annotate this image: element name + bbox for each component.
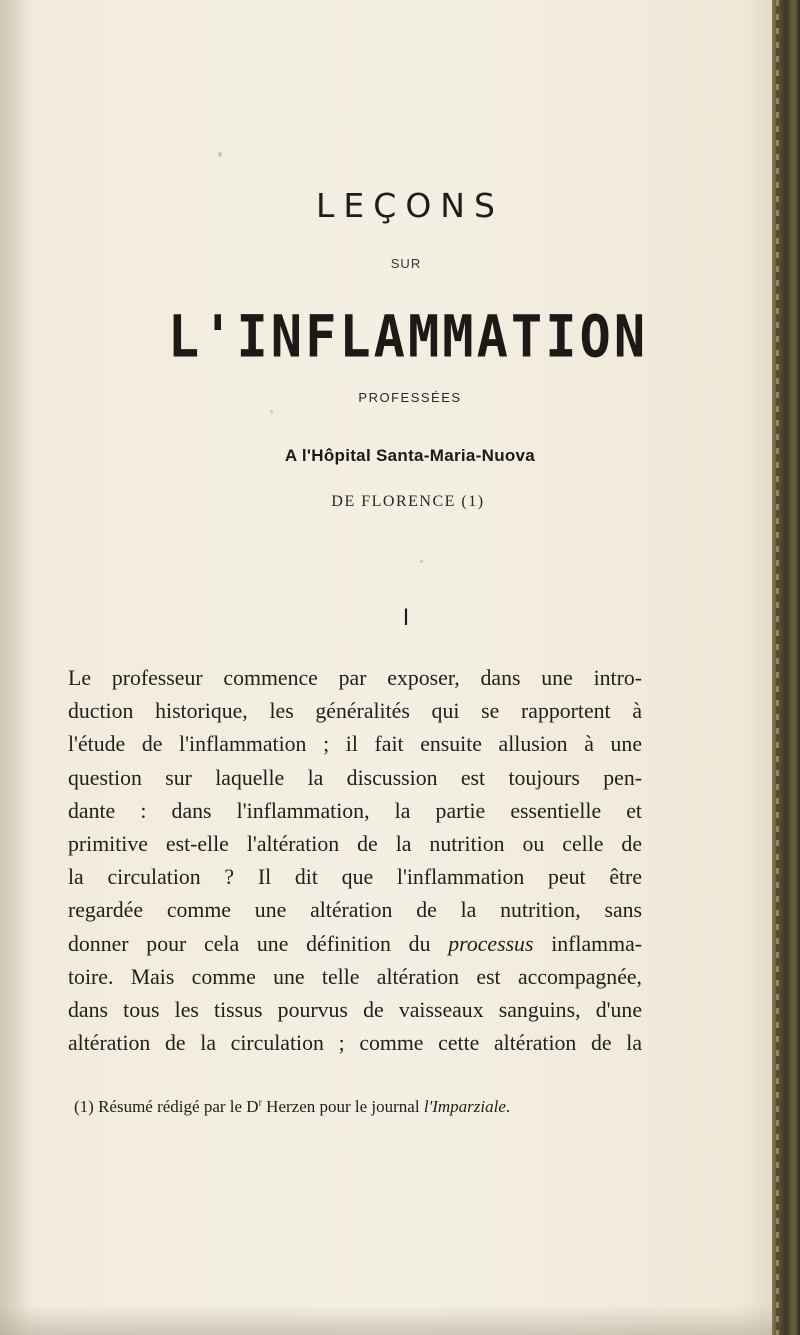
text-line: toire. Mais comme une telle altération est accompagnée, [68,964,642,989]
title-lecons: LEÇONS [316,186,504,225]
main-title: L'INFLAMMATION [167,304,649,372]
subtitle-sur: SUR [390,256,422,271]
footnote-end: . [505,1097,511,1116]
text-line: duction historique, les généralités qui se rapportent à [68,699,642,724]
subtitle-professees: PROFESSÉES [358,390,462,405]
text-line: Le professeur commence par exposer, dans une intro- [68,666,642,690]
hospital-name: A l'Hôpital Santa-Maria-Nuova [284,446,536,465]
footnote [74,1097,654,1117]
text-line: altération de la circulation ; comme cette altération de la [68,1031,642,1056]
text-line: la circulation ? Il dit que l'inflammation peut être [68,865,642,890]
text-line: dans tous les tissus pourvus de vaisseaux sanguins, d'une [68,997,642,1022]
text-segment: inflamma- [533,931,643,956]
section-number: I [402,606,410,631]
text-line: question sur laquelle la discussion est toujours pen- [68,765,642,790]
body-paragraph [68,662,642,1060]
italic-term: processus [448,931,534,956]
footnote-prefix: (1) Résumé rédigé par le D [74,1097,259,1116]
text-line: regardée comme une altération de la nutrition, sans [68,898,642,923]
footnote-superscript: r [258,1097,262,1109]
city-line: DE FLORENCE (1) [331,493,485,510]
journal-name: l'Imparziale [423,1097,506,1116]
text-segment: donner pour cela une définition du [68,931,449,956]
footnote-middle: Herzen pour le journal [261,1097,424,1116]
text-line: primitive est-elle l'altération de la nutrition ou celle de [68,831,642,856]
text-line [68,928,642,961]
text-line: l'étude de l'inflammation ; il fait ensuite allusion à une [68,732,642,757]
text-line: dante : dans l'inflammation, la partie essentielle et [68,798,642,823]
